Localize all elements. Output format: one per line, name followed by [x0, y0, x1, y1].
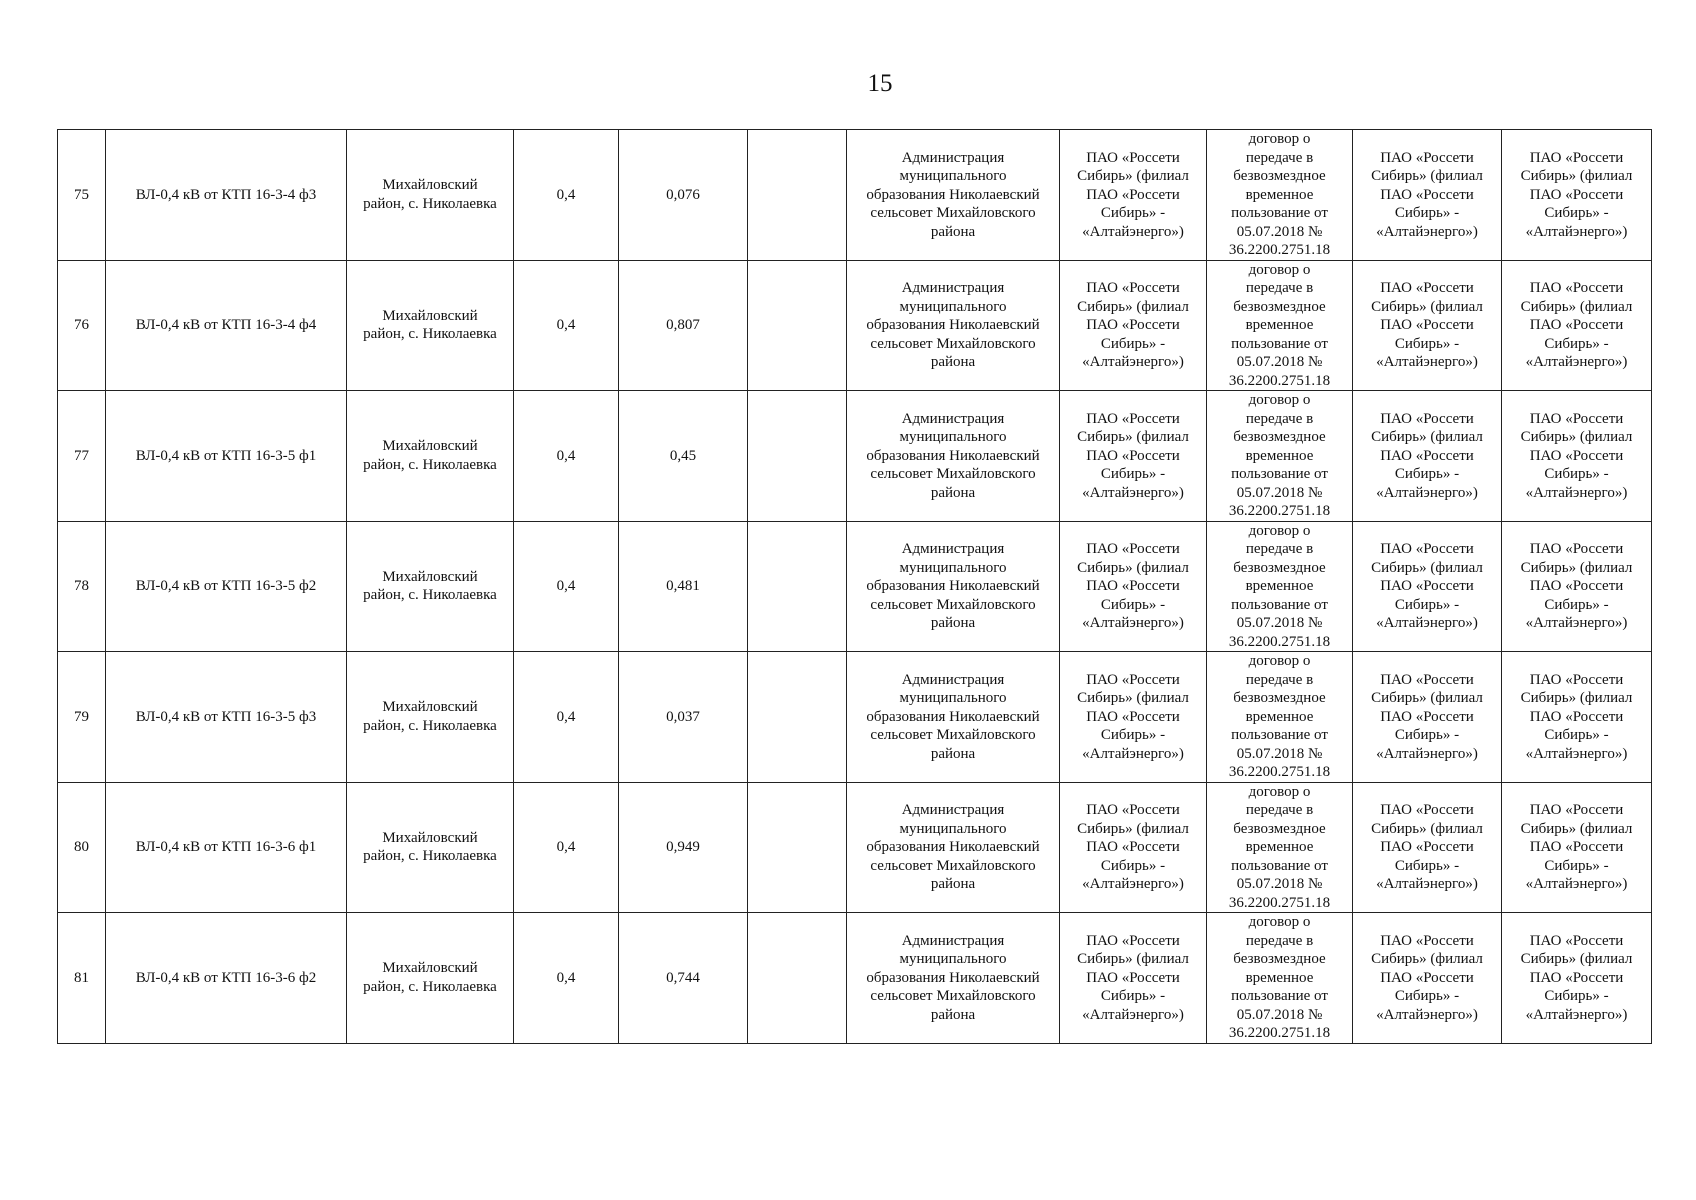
- operator: ПАО «Россети Сибирь» (филиал ПАО «Россети Сибирь» - «Алтайэнерго»): [1060, 521, 1207, 652]
- voltage: 0,4: [514, 391, 619, 522]
- holder: ПАО «Россети Сибирь» (филиал ПАО «Россети Сибирь» - «Алтайэнерго»): [1353, 260, 1502, 391]
- length: 0,949: [619, 782, 748, 913]
- owner: Администрация муниципального образования Николаевский сельсовет Михайловского района: [847, 782, 1060, 913]
- holder: ПАО «Россети Сибирь» (филиал ПАО «Россети Сибирь» - «Алтайэнерго»): [1353, 521, 1502, 652]
- empty-cell: [748, 782, 847, 913]
- table-row: [58, 913, 1652, 1044]
- line-name: ВЛ-0,4 кВ от КТП 16-3-5 ф1: [106, 391, 347, 522]
- owner: Администрация муниципального образования Николаевский сельсовет Михайловского района: [847, 913, 1060, 1044]
- holder: ПАО «Россети Сибирь» (филиал ПАО «Россети Сибирь» - «Алтайэнерго»): [1353, 913, 1502, 1044]
- owner: Администрация муниципального образования Николаевский сельсовет Михайловского района: [847, 391, 1060, 522]
- contract: договор о передаче в безвозмездное временное пользование от 05.07.2018 № 36.2200.2751.18: [1207, 260, 1353, 391]
- line-name: ВЛ-0,4 кВ от КТП 16-3-6 ф1: [106, 782, 347, 913]
- contract: договор о передаче в безвозмездное временное пользование от 05.07.2018 № 36.2200.2751.18: [1207, 652, 1353, 783]
- row-number: 75: [58, 130, 106, 261]
- operator: ПАО «Россети Сибирь» (филиал ПАО «Россети Сибирь» - «Алтайэнерго»): [1060, 913, 1207, 1044]
- line-name: ВЛ-0,4 кВ от КТП 16-3-4 ф4: [106, 260, 347, 391]
- row-number: 77: [58, 391, 106, 522]
- responsible: ПАО «Россети Сибирь» (филиал ПАО «Россети Сибирь» - «Алтайэнерго»): [1502, 391, 1652, 522]
- empty-cell: [748, 391, 847, 522]
- length: 0,807: [619, 260, 748, 391]
- operator: ПАО «Россети Сибирь» (филиал ПАО «Россети Сибирь» - «Алтайэнерго»): [1060, 260, 1207, 391]
- table-row: [58, 391, 1652, 522]
- registry-table: [57, 129, 1652, 1044]
- responsible: ПАО «Россети Сибирь» (филиал ПАО «Россети Сибирь» - «Алтайэнерго»): [1502, 130, 1652, 261]
- holder: ПАО «Россети Сибирь» (филиал ПАО «Россети Сибирь» - «Алтайэнерго»): [1353, 782, 1502, 913]
- table-row: [58, 260, 1652, 391]
- owner: Администрация муниципального образования Николаевский сельсовет Михайловского района: [847, 521, 1060, 652]
- row-number: 78: [58, 521, 106, 652]
- location: Михайловский район, с. Николаевка: [347, 782, 514, 913]
- line-name: ВЛ-0,4 кВ от КТП 16-3-6 ф2: [106, 913, 347, 1044]
- operator: ПАО «Россети Сибирь» (филиал ПАО «Россети Сибирь» - «Алтайэнерго»): [1060, 782, 1207, 913]
- length: 0,45: [619, 391, 748, 522]
- responsible: ПАО «Россети Сибирь» (филиал ПАО «Россети Сибирь» - «Алтайэнерго»): [1502, 652, 1652, 783]
- line-name: ВЛ-0,4 кВ от КТП 16-3-5 ф2: [106, 521, 347, 652]
- voltage: 0,4: [514, 130, 619, 261]
- table-row: [58, 130, 1652, 261]
- holder: ПАО «Россети Сибирь» (филиал ПАО «Россети Сибирь» - «Алтайэнерго»): [1353, 391, 1502, 522]
- line-name: ВЛ-0,4 кВ от КТП 16-3-5 ф3: [106, 652, 347, 783]
- owner: Администрация муниципального образования Николаевский сельсовет Михайловского района: [847, 652, 1060, 783]
- registry-table-body: [58, 130, 1652, 1044]
- table-row: [58, 782, 1652, 913]
- empty-cell: [748, 521, 847, 652]
- responsible: ПАО «Россети Сибирь» (филиал ПАО «Россети Сибирь» - «Алтайэнерго»): [1502, 782, 1652, 913]
- voltage: 0,4: [514, 260, 619, 391]
- contract: договор о передаче в безвозмездное временное пользование от 05.07.2018 № 36.2200.2751.18: [1207, 782, 1353, 913]
- location: Михайловский район, с. Николаевка: [347, 652, 514, 783]
- row-number: 79: [58, 652, 106, 783]
- operator: ПАО «Россети Сибирь» (филиал ПАО «Россети Сибирь» - «Алтайэнерго»): [1060, 652, 1207, 783]
- location: Михайловский район, с. Николаевка: [347, 913, 514, 1044]
- operator: ПАО «Россети Сибирь» (филиал ПАО «Россети Сибирь» - «Алтайэнерго»): [1060, 130, 1207, 261]
- contract: договор о передаче в безвозмездное временное пользование от 05.07.2018 № 36.2200.2751.18: [1207, 913, 1353, 1044]
- responsible: ПАО «Россети Сибирь» (филиал ПАО «Россети Сибирь» - «Алтайэнерго»): [1502, 913, 1652, 1044]
- voltage: 0,4: [514, 652, 619, 783]
- length: 0,744: [619, 913, 748, 1044]
- empty-cell: [748, 913, 847, 1044]
- responsible: ПАО «Россети Сибирь» (филиал ПАО «Россети Сибирь» - «Алтайэнерго»): [1502, 260, 1652, 391]
- location: Михайловский район, с. Николаевка: [347, 130, 514, 261]
- contract: договор о передаче в безвозмездное временное пользование от 05.07.2018 № 36.2200.2751.18: [1207, 521, 1353, 652]
- row-number: 76: [58, 260, 106, 391]
- length: 0,076: [619, 130, 748, 261]
- length: 0,037: [619, 652, 748, 783]
- location: Михайловский район, с. Николаевка: [347, 391, 514, 522]
- length: 0,481: [619, 521, 748, 652]
- empty-cell: [748, 652, 847, 783]
- empty-cell: [748, 130, 847, 261]
- location: Михайловский район, с. Николаевка: [347, 521, 514, 652]
- voltage: 0,4: [514, 782, 619, 913]
- table-row: [58, 521, 1652, 652]
- holder: ПАО «Россети Сибирь» (филиал ПАО «Россети Сибирь» - «Алтайэнерго»): [1353, 652, 1502, 783]
- voltage: 0,4: [514, 913, 619, 1044]
- row-number: 80: [58, 782, 106, 913]
- empty-cell: [748, 260, 847, 391]
- table-row: [58, 652, 1652, 783]
- row-number: 81: [58, 913, 106, 1044]
- responsible: ПАО «Россети Сибирь» (филиал ПАО «Россети Сибирь» - «Алтайэнерго»): [1502, 521, 1652, 652]
- contract: договор о передаче в безвозмездное временное пользование от 05.07.2018 № 36.2200.2751.18: [1207, 391, 1353, 522]
- location: Михайловский район, с. Николаевка: [347, 260, 514, 391]
- owner: Администрация муниципального образования Николаевский сельсовет Михайловского района: [847, 260, 1060, 391]
- owner: Администрация муниципального образования Николаевский сельсовет Михайловского района: [847, 130, 1060, 261]
- contract: договор о передаче в безвозмездное временное пользование от 05.07.2018 № 36.2200.2751.18: [1207, 130, 1353, 261]
- voltage: 0,4: [514, 521, 619, 652]
- line-name: ВЛ-0,4 кВ от КТП 16-3-4 ф3: [106, 130, 347, 261]
- operator: ПАО «Россети Сибирь» (филиал ПАО «Россети Сибирь» - «Алтайэнерго»): [1060, 391, 1207, 522]
- page-number: 15: [867, 70, 893, 97]
- holder: ПАО «Россети Сибирь» (филиал ПАО «Россети Сибирь» - «Алтайэнерго»): [1353, 130, 1502, 261]
